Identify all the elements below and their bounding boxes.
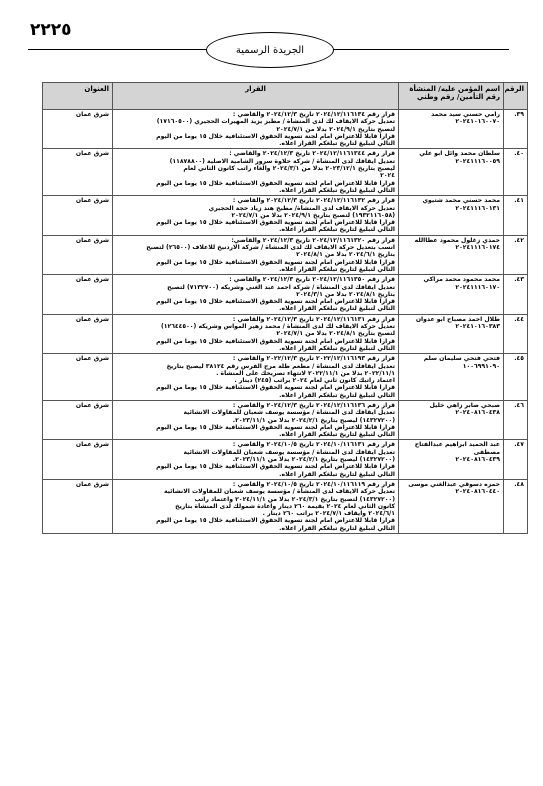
table-row — [43, 275, 528, 314]
address-cell: شرق عمان — [43, 479, 113, 533]
table-row — [43, 196, 528, 235]
decision-cell — [113, 400, 399, 439]
decision-line: تعديل ايقافك لدى المنشأة / مؤسسة يوسف شعبان للمقاولات الانشائية — [183, 409, 395, 417]
address-cell: شرق عمان — [43, 149, 113, 196]
table-row — [43, 149, 528, 196]
address-cell: شرق عمان — [43, 314, 113, 353]
decision-line: قرارا قابلا للاعتراض امام لجنة تسوية الحقوق الاستئنافية خلال ١٥ يوما من اليوم — [156, 298, 395, 306]
decision-line: تعديل ايقافك لدى المنشأة / شركة حلاوة سرور الشامية الاصلية (١١٨٧٨٨٠٠) — [169, 157, 395, 165]
page-number: ٢٢٢٥ — [30, 20, 72, 40]
decision-line: تعديل ايقافك لدى المنشأة / شركة احمد عبد الغني وشريكه (٧١٣٢٧٠٠) لتصبح — [167, 283, 395, 291]
insurance-number: ١٠٠٦٩٩١٠٩٠ — [462, 362, 500, 370]
address-cell: شرق عمان — [43, 400, 113, 439]
decision-line: تعديل ايقافك لدى المنشأة / مطعم طلة مرج الفرس رقم ٣٨١٢٤ ليصبح بتاريخ — [166, 362, 395, 370]
person-name: حمزه دسوقي عبدالغني موسى — [408, 480, 500, 488]
insurance-number: ٢٠٢٤١١١٦٠٠٥٩ — [455, 157, 500, 165]
person-name: سلطان محمد وائل ابو علي — [419, 150, 500, 158]
table-row — [43, 110, 528, 149]
row-number: ٤١. — [504, 196, 528, 235]
insurance-number: ٢٠٢٤٠٨١٦٠٤٣٩ — [455, 456, 500, 464]
address-cell: شرق عمان — [43, 235, 113, 274]
decision-line: التالي لتبليغ لتاريخ تبلغكم القرار اعلاه. — [279, 186, 395, 194]
person-cell — [399, 400, 504, 439]
decision-cell — [113, 275, 399, 314]
decision-line: قرارا قابلا للاعتراض امام لجنة تسوية الحقوق الاستئنافية خلال ١٥ يوما من اليوم — [156, 423, 395, 431]
decision-line: لتصبح بتاريخ ٢٠٢٤/٩/١ بدلا من ٢٠٢٤/٧/١ — [276, 125, 395, 133]
decision-line: تعديل حركة الايقاف لدى المنشأة / مؤسسة يوسف شعبان للمقاولات الانشائية — [163, 488, 395, 496]
address-cell: شرق عمان — [43, 354, 113, 401]
person-cell — [399, 235, 504, 274]
decision-line: قرار رقم ٢٠٢٤/١٢/١١٦١٣٥٠ تاريخ ٢٠٢٤/١٢/٣ والقاضي : — [229, 276, 395, 284]
decision-line: قرار رقم ٢٠٢٤/١٠/١١٦١٣١ تاريخ ٢٠٢٤/١٠/٥ والقاضي : — [232, 441, 395, 449]
decision-line: اعتماد راتبك كانون ثاني لعام ٢٠٢٤ براتب (٢٤٥) دينار . — [234, 377, 395, 385]
table-row — [43, 314, 528, 353]
table-row — [43, 479, 528, 533]
decision-cell — [113, 354, 399, 401]
decision-line: تعديل حركة الايقاف لك لدى المنشأة / محمد زهير المواس وشريكه (١٢٦٤٤٥٠٠) — [160, 323, 395, 331]
table-body — [43, 110, 528, 534]
header-name: اسم المؤمن عليه/ المنشأة رقم التأمين/ رقم وطني — [399, 83, 504, 110]
person-name: طلال احمد مصباح ابو عدوان — [415, 315, 500, 323]
decision-line: ٢٠٢٢/١١/١ بدلا من ٢٠٢٢/١١/١ لانتهاء تصريحك على المنشأة . — [216, 369, 395, 377]
decision-line: التالي لتبليغ لتاريخ تبلغكم القرار اعلاه. — [279, 391, 395, 399]
decision-line: تعديل حركة الايقاف لدى المنشأة/ مطبخ هند زياد حجة الحجيري — [208, 204, 395, 212]
row-number: ٤٦. — [504, 400, 528, 439]
decision-line: قرار رقم ٢٠٢٤/١٠/١١٦١١٩ تاريخ ٢٠٢٤/١٠/٥ والقاضي : — [232, 480, 395, 488]
insurance-number: ٢٠٢٤١٠١٦٠٣٨٣ — [455, 323, 500, 331]
insurance-number: ٢٠٢٤١١١٦٠١٧٠ — [455, 283, 500, 291]
decision-line: تعديل حركة الايقاف لك لدى المنشأة / مطبز يزيد المهيرات الحجيري (١٧١٦٠٥٠٠) — [156, 118, 395, 126]
decision-line: (١٤٣٢٧٢٠٠) ليصبح بتاريخ ٢٠٢٤/٢/١ بدلا من ٢٠٢٣/١١/١. — [232, 416, 395, 424]
decision-line: قرار رقم ٢٠٢٤/١٢/١١٦١٣٤ تاريخ ٢٠٢٤/١٢/٣ والقاضي : — [232, 111, 395, 118]
address-cell: شرق عمان — [43, 110, 113, 149]
row-number: ٤٢. — [504, 235, 528, 274]
decision-line: انسب بتعديل حركة الايقاف لك لدى المنشأة / شركة الاردنيخ للاعلاف (٢٦٥٠٠) لتصبح — [146, 244, 395, 252]
decision-cell — [113, 196, 399, 235]
decision-line: التالي لتبليغ لتاريخ تبلغكم القرار اعلاه. — [279, 524, 395, 532]
decision-line: قرار رقم ٢٠٢٢/١٢/١١٦١٩٣ تاريخ ٢٠٢٢/١٢/٣ والقاضي : — [232, 355, 395, 363]
decision-line: قرارا قابلا للاعتراض امام لجنة تسوية الحقوق الاستئنافية خلال ١٥ يوما من اليوم — [156, 337, 395, 345]
decision-line: التالي لتبليغ لتاريخ تبلغكم القرار اعلاه. — [279, 431, 395, 439]
decision-line: كانون الثاني لعام ٢٠٢٤ بقيمة ٢٦٠ دينار واعادة شمولك لدى المنشأة بتاريخ — [175, 502, 395, 510]
insurance-number: ٢٠٢٤٠٨١٦٠٤٣٨ — [455, 409, 500, 417]
decision-cell — [113, 479, 399, 533]
decision-line: التالي لتبليغ لتاريخ تبلغكم القرار اعلاه. — [279, 344, 395, 352]
decision-line: قرار رقم ٢٠٢٤/١٢/١١٦١٣٢٠ تاريخ ٢٠٢٤/١٢/٣ والقاضي: — [231, 236, 395, 244]
row-number: ٤٤. — [504, 314, 528, 353]
decision-line: قرار رقم ٢٠٢٤/١٢/١١٦١٣٦ تاريخ ٢٠٢٤/١٢/٣ والقاضي : — [232, 401, 395, 409]
person-name: حمدي زغلول محمود عطاالله — [414, 236, 500, 244]
decision-line: التالي لتبليغ لتاريخ تبلغكم القرار اعلاه. — [279, 265, 395, 273]
row-number: ٤٠. — [504, 149, 528, 196]
person-cell — [399, 110, 504, 149]
decision-line: قرارا قابلا للاعتراض امام لجنة تسوية الحقوق الاستئنافية خلال ١٥ يوما من اليوم — [156, 219, 395, 227]
insurance-number: ٢٠٢٤٠٨١٦٠٤٤٠ — [455, 488, 500, 496]
person-cell — [399, 479, 504, 533]
decision-line: قرار رقم ٢٠٢٤/١٢/١١٦١٣٢ تاريخ ٢٠٢٤/١٢/٣ والقاضي : — [232, 197, 395, 205]
person-cell — [399, 149, 504, 196]
decision-line: (١٤٣٢٧٢٠٠) لتصبح بتاريخ ٢٠٢٤/٣/١ بدلا من ٢٠٢٤/١١/١ واعتماد راتب — [194, 495, 395, 503]
decision-line: (١٤٣٢٧٢٠٠) ليصبح بتاريخ ٢٠٢٤/٢/١ بدلا من ٢٠٢٣/١١/١. — [232, 456, 395, 464]
person-name: فتحي فتحي سليمان سلم — [423, 355, 500, 363]
table-row — [43, 235, 528, 274]
person-name: عبد الحميد ابراهيم عبدالفتاح مصطفى — [414, 441, 500, 456]
person-name: محمد محمود محمد مراكي — [423, 276, 500, 284]
decision-cell — [113, 110, 399, 149]
table-row — [43, 354, 528, 401]
decision-line: قرارا قابلا للاعتراض امام لجنة تسوية الحقوق الاستئنافية خلال ١٥ يوما من اليوم — [156, 517, 395, 525]
row-number: ٤٧. — [504, 440, 528, 479]
decision-line: قرار رقم ٢٠٢٤/١٢/١١٦١٣١ تاريخ ٢٠٢٤/١٢/٣ والقاضي : — [232, 315, 395, 323]
decision-line: التالي لتبليغ لتاريخ تبلغكم القرار اعلاه. — [279, 140, 395, 148]
table-row — [43, 440, 528, 479]
decision-line: التالي لتبليغ لتاريخ تبلغكم القرار اعلاه. — [279, 305, 395, 313]
decision-cell — [113, 235, 399, 274]
decision-line: قرارا قابلا للاعتراض امام لجنة تسوية الحقوق الاستئنافية خلال ١٥ يوما من اليوم — [156, 132, 395, 140]
person-cell — [399, 354, 504, 401]
row-number: ٤٣. — [504, 275, 528, 314]
decision-line: قرارا قابلا للاعتراض امام لجنة تسوية الحقوق الاستئنافية خلال ١٥ يوما من اليوم — [156, 258, 395, 266]
insurance-number: ٢٠٢٤١٠١٦٠٠٧٠ — [455, 118, 500, 126]
decision-line: ٢٠٢٤/٦/١ وايقاف ٢٠٢٤/٧/١ براتب ٢٦٠ دينار . — [262, 510, 395, 518]
decision-line: بتاريخ ٢٠٢٤/٦/١ بدلا من ٢٠٢٤/٨/١ — [296, 251, 395, 259]
decision-line: تعديل ايقافك لدى المنشأة / مؤسسة يوسف شعبان للمقاولات الانشائية — [183, 448, 395, 456]
decision-line: بتاريخ ٢٠٢٤/٨/١ بدلا من ٢٠٢٤/٣/١ — [296, 290, 395, 298]
address-cell: شرق عمان — [43, 196, 113, 235]
person-cell — [399, 440, 504, 479]
address-cell: شرق عمان — [43, 275, 113, 314]
decision-line: قرارا قابلا للاعتراض امام لجنة تسوية الحقوق الاستئنافية خلال ١٥ يوما من اليوم — [156, 384, 395, 392]
header-decision: القرار — [113, 83, 399, 110]
person-cell — [399, 196, 504, 235]
address-cell: شرق عمان — [43, 440, 113, 479]
decision-line: (١٩٣٢١١٦٠٥٨) لتصبح بتاريخ ٢٠٢٤/٩/١ بدلا من ٢٠٢٤/٧/١ — [231, 211, 395, 219]
person-cell — [399, 275, 504, 314]
decision-line: قرارا قابلا للاعتراض امام لجنة تسوية الحقوق الاستئنافية خلال ١٥ يوما من اليوم — [156, 463, 395, 471]
insurance-number: ٢٠٢٤١١١٦٠١٣١ — [455, 204, 500, 212]
decision-line: التالي لتبليغ لتاريخ تبلغكم القرار اعلاه. — [279, 226, 395, 234]
row-number: ٤٨. — [504, 479, 528, 533]
row-number: ٣٩. — [504, 110, 528, 149]
records-table — [42, 82, 528, 534]
decision-line: التالي لتبليغ لتاريخ تبلغكم القرار اعلاه. — [279, 470, 395, 478]
decision-cell — [113, 314, 399, 353]
person-name: محمد حسني محمد شتيوي — [422, 197, 500, 205]
table-header-row — [43, 83, 528, 110]
decision-cell — [113, 440, 399, 479]
header-number: الرقم — [504, 83, 528, 110]
decision-line: قرار رقم ٢٠٢٤/١٢/١١٦١٣٤٤ تاريخ ٢٠٢٤/١٢/٣ والقاضي : — [229, 150, 395, 158]
decision-line: لتصبح بتاريخ ٢٠٢٤/٨/١ بدلا من ٢٠٢٤/٧/١ — [276, 330, 395, 338]
masthead-title: الجريدة الرسمية — [206, 32, 334, 68]
person-name: رامي حسني سيد محمد — [431, 111, 500, 118]
decision-line: ٢٠٢٤ — [380, 172, 395, 180]
row-number: ٤٥. — [504, 354, 528, 401]
table-row — [43, 400, 528, 439]
insurance-number: ٢٠٢٤١١١٦٠١٧٤ — [455, 244, 500, 252]
person-name: صبحي صابر زاهي خليل — [429, 401, 500, 409]
person-cell — [399, 314, 504, 353]
decision-cell — [113, 149, 399, 196]
decision-line: قرارا قابلا للاعتراض امام لجنة تسوية الحقوق الاستئنافية خلال ١٥ يوما من اليوم — [156, 179, 395, 187]
decision-line: ليصبح بتاريخ ٢٠٢٣/١٢/١ بدلا من ٢٠٢٤/٣/١ والغاء راتب كانون الثاني لعام — [183, 165, 395, 173]
header-address: العنوان — [43, 83, 113, 110]
